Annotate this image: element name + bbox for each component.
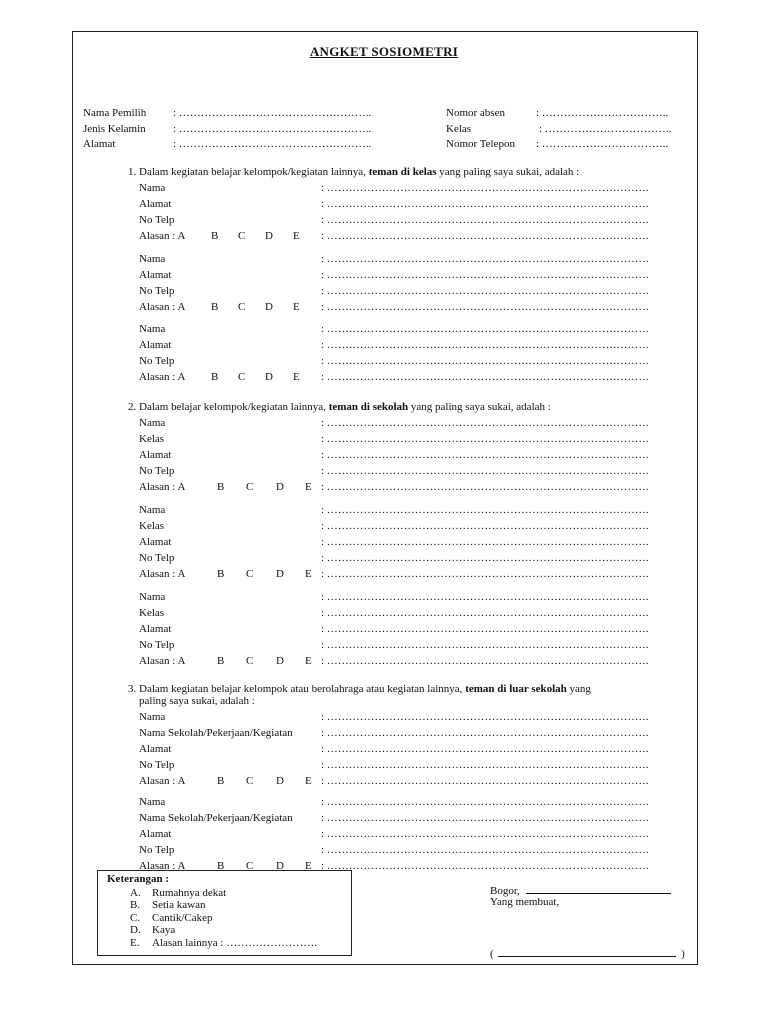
answer-label: Nama [139,253,166,265]
keterangan-key: D. [130,924,141,936]
reason-label: Alasan : A [139,860,186,872]
question-text-end: yang paling saya sukai, adalah : [408,401,551,413]
answer-label: No Telp [139,639,175,651]
reason-label: Alasan : A [139,481,186,493]
header-label-nomor-telepon: Nomor Telepon [446,138,515,150]
answer-field[interactable]: : ……………………………………………………………………………. [321,828,649,840]
answer-field[interactable]: : ……………………………………………………………………………. [321,536,649,548]
signature-place-label: Bogor, [490,885,520,897]
answer-label: No Telp [139,285,175,297]
reason-label: Alasan : A [139,775,186,787]
reason-option[interactable]: D [265,371,273,383]
answer-field[interactable]: : ……………………………………………………………………………. [321,465,649,477]
answer-field[interactable]: : ……………………………………………………………………………. [321,639,649,651]
reason-option[interactable]: B [217,775,225,787]
question-2 [128,401,668,413]
answer-field[interactable]: : ……………………………………………………………………………. [321,504,649,516]
reason-label: Alasan : A [139,371,186,383]
header-label-kelas: Kelas [446,123,472,135]
reason-option[interactable]: B [211,230,219,242]
question-emphasis: teman di sekolah [328,401,409,413]
reason-option[interactable]: B [211,371,219,383]
reason-option[interactable]: C [246,860,254,872]
answer-label: Alamat [139,536,172,548]
answer-label: No Telp [139,355,175,367]
reason-option[interactable]: D [276,481,284,493]
question-text-end: yang [566,683,591,695]
reason-option[interactable]: E [305,568,312,580]
answer-field[interactable]: : ……………………………………………………………………………. [321,623,649,635]
answer-field[interactable]: : ……………………………………………………………………………. [321,285,649,297]
reason-option[interactable]: D [276,860,284,872]
reason-label: Alasan : A [139,230,186,242]
question-text: 1. Dalam kegiatan belajar kelompok/kegiatan lainnya, [128,166,369,178]
answer-label: No Telp [139,214,175,226]
keterangan-text: Cantik/Cakep [152,912,213,924]
question-1 [128,166,668,178]
keterangan-key: A. [130,887,141,899]
header-label-nomor-absen: Nomor absen [446,107,505,119]
reason-option[interactable]: E [293,371,300,383]
answer-label: No Telp [139,552,175,564]
answer-label: Nama [139,591,166,603]
answer-label: Kelas [139,520,165,532]
reason-option[interactable]: D [276,568,284,580]
keterangan-key: C. [130,912,141,924]
answer-field[interactable]: : ……………………………………………………………………………. [321,711,649,723]
reason-option[interactable]: E [305,481,312,493]
answer-field[interactable]: : ……………………………………………………………………………. [321,214,649,226]
signature-name-line[interactable] [498,946,676,957]
reason-option[interactable]: E [293,230,300,242]
reason-field[interactable]: : ……………………………………………………………………………. [321,481,649,493]
answer-field[interactable]: : ……………………………………………………………………………. [321,796,649,808]
keterangan-title: Keterangan : [107,873,170,885]
reason-label: Alasan : A [139,301,186,313]
reason-option[interactable]: D [265,230,273,242]
keterangan-text: Alasan lainnya : ……………………. [152,937,317,949]
reason-field[interactable]: : ……………………………………………………………………………. [321,775,649,787]
signature-name [490,946,685,960]
answer-field[interactable]: : ……………………………………………………………………………. [321,198,649,210]
answer-label: Alamat [139,828,172,840]
answer-label: Alamat [139,269,172,281]
reason-field[interactable]: : ……………………………………………………………………………. [321,860,649,872]
answer-field[interactable]: : ……………………………………………………………………………. [321,417,649,429]
answer-label: Nama Sekolah/Pekerjaan/Kegiatan [139,727,293,739]
answer-label: Alamat [139,198,172,210]
answer-label: No Telp [139,465,175,477]
reason-option[interactable]: C [246,775,254,787]
header-field-jenis-kelamin[interactable]: : …………………………………………….. [173,123,372,135]
reason-option[interactable]: B [217,568,225,580]
answer-field[interactable]: : ……………………………………………………………………………. [321,552,649,564]
header-field-nomor-absen[interactable]: : …………………………….. [536,107,669,119]
reason-option[interactable]: C [246,655,254,667]
reason-option[interactable]: E [293,301,300,313]
reason-option[interactable]: C [238,371,246,383]
answer-label: Nama Sekolah/Pekerjaan/Kegiatan [139,812,293,824]
answer-label: Alamat [139,623,172,635]
answer-field[interactable]: : ……………………………………………………………………………. [321,759,649,771]
answer-field[interactable]: : ……………………………………………………………………………. [321,339,649,351]
reason-field[interactable]: : ……………………………………………………………………………. [321,568,649,580]
reason-option[interactable]: B [217,655,225,667]
reason-option[interactable]: C [238,230,246,242]
question-text: 3. Dalam kegiatan belajar kelompok atau berolahraga atau kegiatan lainnya, [128,683,466,695]
signature-place [490,883,671,897]
keterangan-key: E. [130,937,140,949]
reason-field[interactable]: : ……………………………………………………………………………. [321,655,649,667]
answer-field[interactable]: : ……………………………………………………………………………. [321,520,649,532]
answer-label: No Telp [139,759,175,771]
header-field-alamat[interactable]: : …………………………………………….. [173,138,372,150]
reason-option[interactable]: E [305,775,312,787]
answer-field[interactable]: : ……………………………………………………………………………. [321,727,649,739]
keterangan-key: B. [130,899,141,911]
answer-field[interactable]: : ……………………………………………………………………………. [321,591,649,603]
question-emphasis: teman di kelas [368,166,437,178]
reason-option[interactable]: C [246,568,254,580]
header-label-jenis-kelamin: Jenis Kelamin [83,123,146,135]
reason-option[interactable]: D [276,775,284,787]
answer-label: Nama [139,417,166,429]
signature-open-paren: ( [490,948,494,960]
answer-label: Nama [139,796,166,808]
reason-field[interactable]: : ……………………………………………………………………………. [321,371,649,383]
answer-field[interactable]: : ……………………………………………………………………………. [321,269,649,281]
reason-option[interactable]: E [305,655,312,667]
question-3 [128,683,668,707]
reason-option[interactable]: D [265,301,273,313]
page-title: ANGKET SOSIOMETRI [309,44,459,59]
question-text-end: yang paling saya sukai, adalah : [436,166,580,178]
answer-field[interactable]: : ……………………………………………………………………………. [321,844,649,856]
answer-field[interactable]: : ……………………………………………………………………………. [321,323,649,335]
answer-label: Nama [139,711,166,723]
answer-label: Kelas [139,607,165,619]
signature-close-paren: ) [681,948,685,960]
keterangan-text: Setia kawan [152,899,206,911]
reason-option[interactable]: B [211,301,219,313]
answer-field[interactable]: : ……………………………………………………………………………. [321,812,649,824]
question-emphasis: teman di luar sekolah [465,683,567,695]
answer-field[interactable]: : ……………………………………………………………………………. [321,253,649,265]
header-field-nomor-telepon[interactable]: : …………………………….. [536,138,669,150]
signature-maker: Yang membuat, [490,896,560,908]
answer-label: Nama [139,182,166,194]
answer-field[interactable]: : ……………………………………………………………………………. [321,449,649,461]
answer-field[interactable]: : ……………………………………………………………………………. [321,182,649,194]
answer-label: Kelas [139,433,165,445]
answer-label: Alamat [139,743,172,755]
answer-label: Nama [139,323,166,335]
reason-option[interactable]: B [217,860,225,872]
reason-field[interactable]: : ……………………………………………………………………………. [321,301,649,313]
answer-label: Alamat [139,339,172,351]
answer-label: No Telp [139,844,175,856]
header-field-kelas[interactable]: : …………………………….. [539,123,672,135]
reason-option[interactable]: D [276,655,284,667]
question-text-line2: paling saya sukai, adalah : [139,695,255,707]
keterangan-text: Kaya [152,924,176,936]
header-label-alamat: Alamat [83,138,116,150]
answer-label: Alamat [139,449,172,461]
answer-label: Nama [139,504,166,516]
answer-field[interactable]: : ……………………………………………………………………………. [321,433,649,445]
signature-date-line[interactable] [526,883,671,894]
reason-label: Alasan : A [139,568,186,580]
reason-option[interactable]: E [305,860,312,872]
reason-option[interactable]: B [217,481,225,493]
header-label-nama-pemilih: Nama Pemilih [83,107,147,119]
keterangan-box [97,870,352,956]
reason-field[interactable]: : ……………………………………………………………………………. [321,230,649,242]
reason-label: Alasan : A [139,655,186,667]
reason-option[interactable]: C [238,301,246,313]
question-text: 2. Dalam belajar kelompok/kegiatan lainnya, [128,401,329,413]
answer-field[interactable]: : ……………………………………………………………………………. [321,607,649,619]
answer-field[interactable]: : ……………………………………………………………………………. [321,743,649,755]
answer-field[interactable]: : ……………………………………………………………………………. [321,355,649,367]
keterangan-text: Rumahnya dekat [152,887,227,899]
reason-option[interactable]: C [246,481,254,493]
header-field-nama-pemilih[interactable]: : …………………………………………….. [173,107,372,119]
